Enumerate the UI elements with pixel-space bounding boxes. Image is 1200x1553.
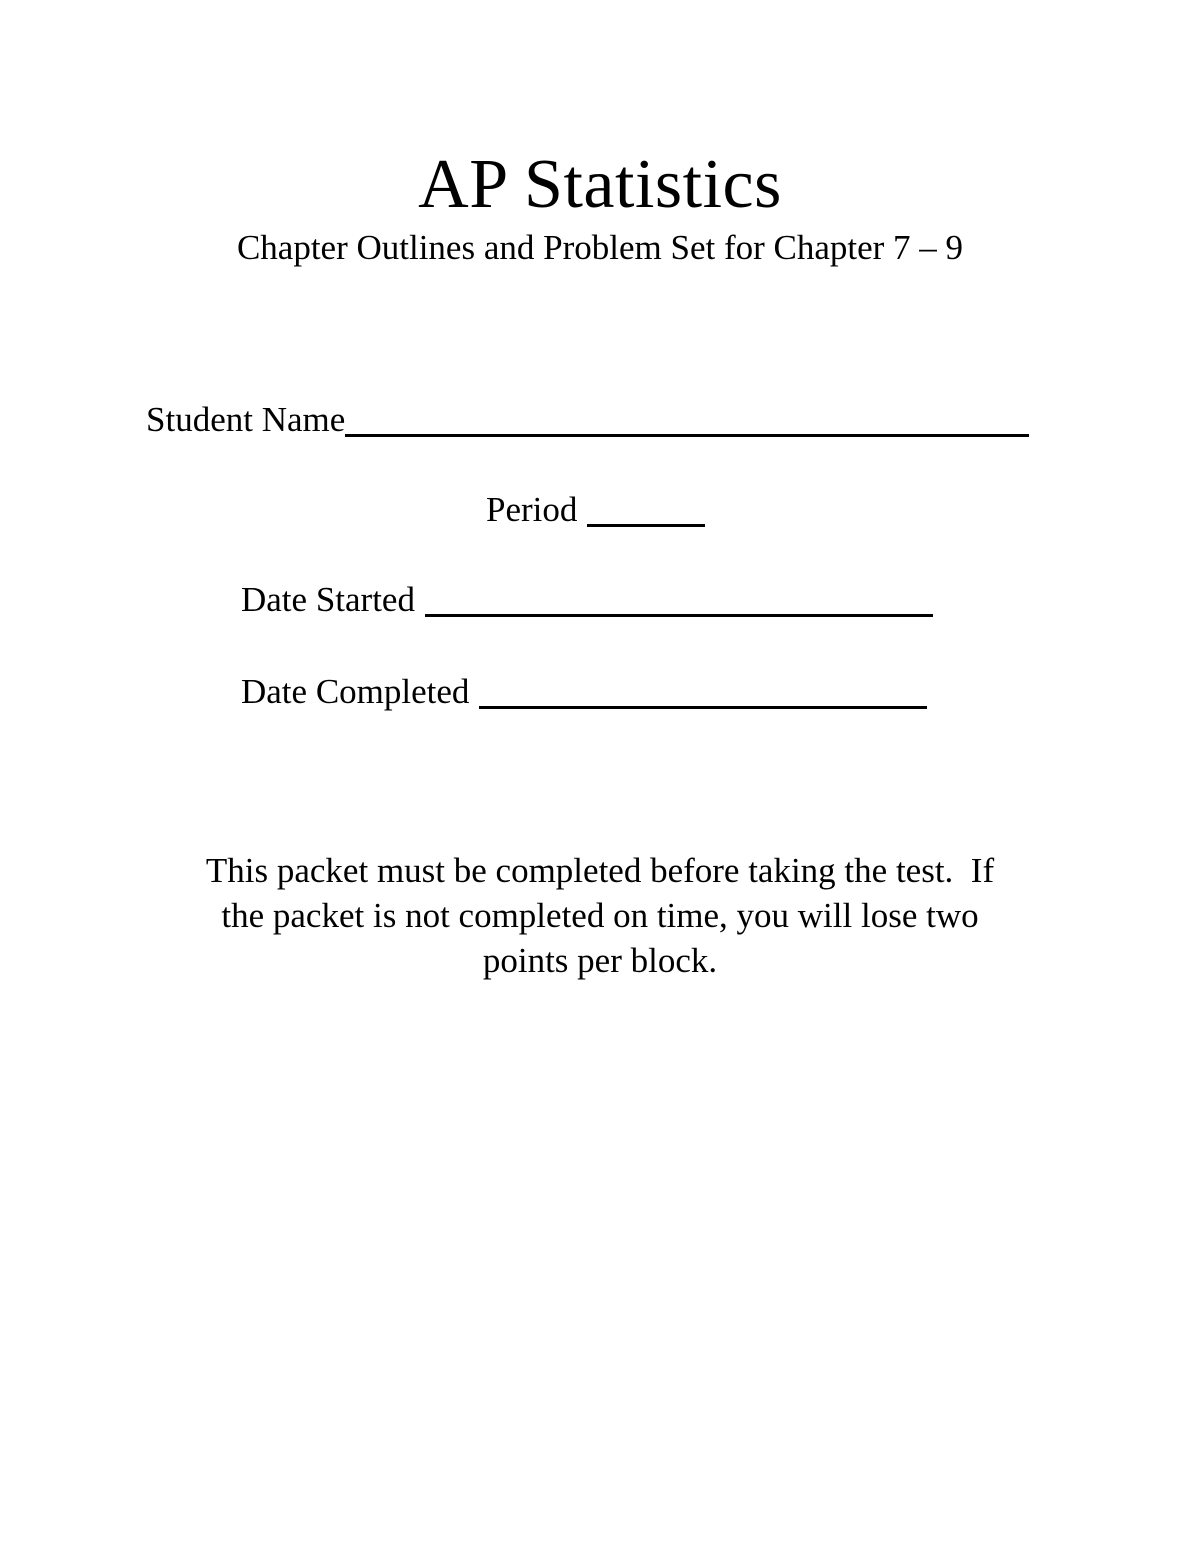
- student-name-field: [146, 398, 1029, 442]
- document-subtitle: Chapter Outlines and Problem Set for Chapter 7 – 9: [236, 228, 964, 267]
- document-title: AP Statistics: [418, 146, 782, 223]
- student-name-label: Student Name: [146, 400, 346, 439]
- date-completed-field: [241, 670, 927, 714]
- student-name-blank[interactable]: [345, 404, 1029, 437]
- period-field: [486, 488, 705, 532]
- date-started-label: Date Started: [241, 580, 415, 619]
- completion-notice: [140, 848, 1060, 983]
- period-blank[interactable]: [587, 494, 705, 527]
- date-completed-blank[interactable]: [479, 676, 927, 709]
- date-started-blank[interactable]: [425, 584, 933, 617]
- notice-line: points per block.: [482, 941, 718, 980]
- date-started-field: [241, 578, 933, 622]
- period-label: Period: [486, 490, 578, 529]
- date-completed-label: Date Completed: [241, 672, 470, 711]
- notice-line: This packet must be completed before taking the test. If: [205, 851, 995, 890]
- notice-line: the packet is not completed on time, you will lose two: [221, 896, 979, 935]
